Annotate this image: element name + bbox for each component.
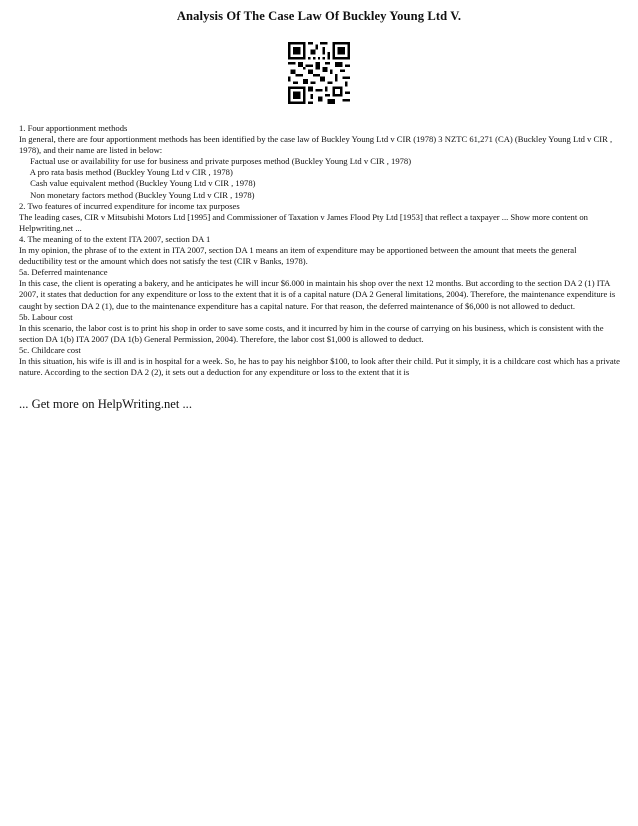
paragraph-intro: In general, there are four apportionment methods has been identified by the case law of Buckley Young Ltd v CIR (1978) 3 NZTC 61,271 (CA) (Buckley Young Ltd v CIR , 1978), and their name are listed in below: [19,134,613,156]
document-body [19,123,621,378]
list-item: Factual use or availability for use for business and private purposes method (Buckley Young Ltd v CIR , 1978) [30,156,412,167]
heading-labour-cost: 5b. Labour cost [19,311,73,322]
document-title: Analysis Of The Case Law Of Buckley Young Ltd V. [176,9,462,23]
paragraph-labour-cost: In this scenario, the labor cost is to print his shop in order to save some costs, and it incurred by him in the course of carrying on his business, which is consistent with the section DA 1(b) ITA 2007 (DA 1(b) General Permission, 2004). Therefore, the labor cost $1,000 is allowed to deduct. [19,322,604,344]
paragraph-childcare-cost: In this situation, his wife is ill and is in hospital for a week. So, he has to pay his neighbor $100, to look after their child. Put it simply, it is a childcare cost which has a private nature. According to the section DA 2 (2), it sets out a deduction for any expenditure or loss to the extent that it is [19,355,620,378]
list-item: Non monetary factors method (Buckley Young Ltd v CIR , 1978) [30,189,255,200]
qr-code-icon [288,42,350,104]
list-item: A pro rata basis method (Buckley Young Ltd v CIR , 1978) [29,167,233,178]
paragraph-opinion: In my opinion, the phrase of to the extent in ITA 2007, section DA 1 means an item of expenditure may be apportioned between the amount that meets the general deductibility test or the amount which does not satisfy the test (CIR v Banks, 1978). [19,245,577,267]
heading-features: 2. Two features of incurred expenditure for income tax purposes [19,200,240,211]
paragraph-deferred-maintenance: In this case, the client is operating a bakery, and he anticipates he will incur $6.000 in maintain his shop over the next 12 months. But according to the section DA 2 (1) ITA 2007, it states that deduction for any expenditure or loss to the extent that it is of a capital nature (DA 2 General limitations, 2004). Therefore, the maintenance expenditure is caught by section DA 2 (1), due to the maintenance expenditure has a capital nature. For that reason, the deferred maintenance of $6,000 is not allowed to deduct. [19,278,616,311]
get-more-link[interactable]: ... Get more on HelpWriting.net ... [19,397,192,411]
heading-meaning-extent: 4. The meaning of to the extent ITA 2007, section DA 1 [19,233,211,244]
heading-deferred-maintenance: 5a. Deferred maintenance [19,267,108,278]
heading-apportionment-methods: 1. Four apportionment methods [19,123,128,133]
paragraph-leading-cases: The leading cases, CIR v Mitsubishi Motors Ltd [1995] and Commissioner of Taxation v James Flood Pty Ltd [1953] that reflect a taxpayer ... Show more content on Helpwriting.net ... [19,211,588,233]
list-item: Cash value equivalent method (Buckley Young Ltd v CIR , 1978) [30,178,256,189]
heading-childcare-cost: 5c. Childcare cost [19,344,81,355]
